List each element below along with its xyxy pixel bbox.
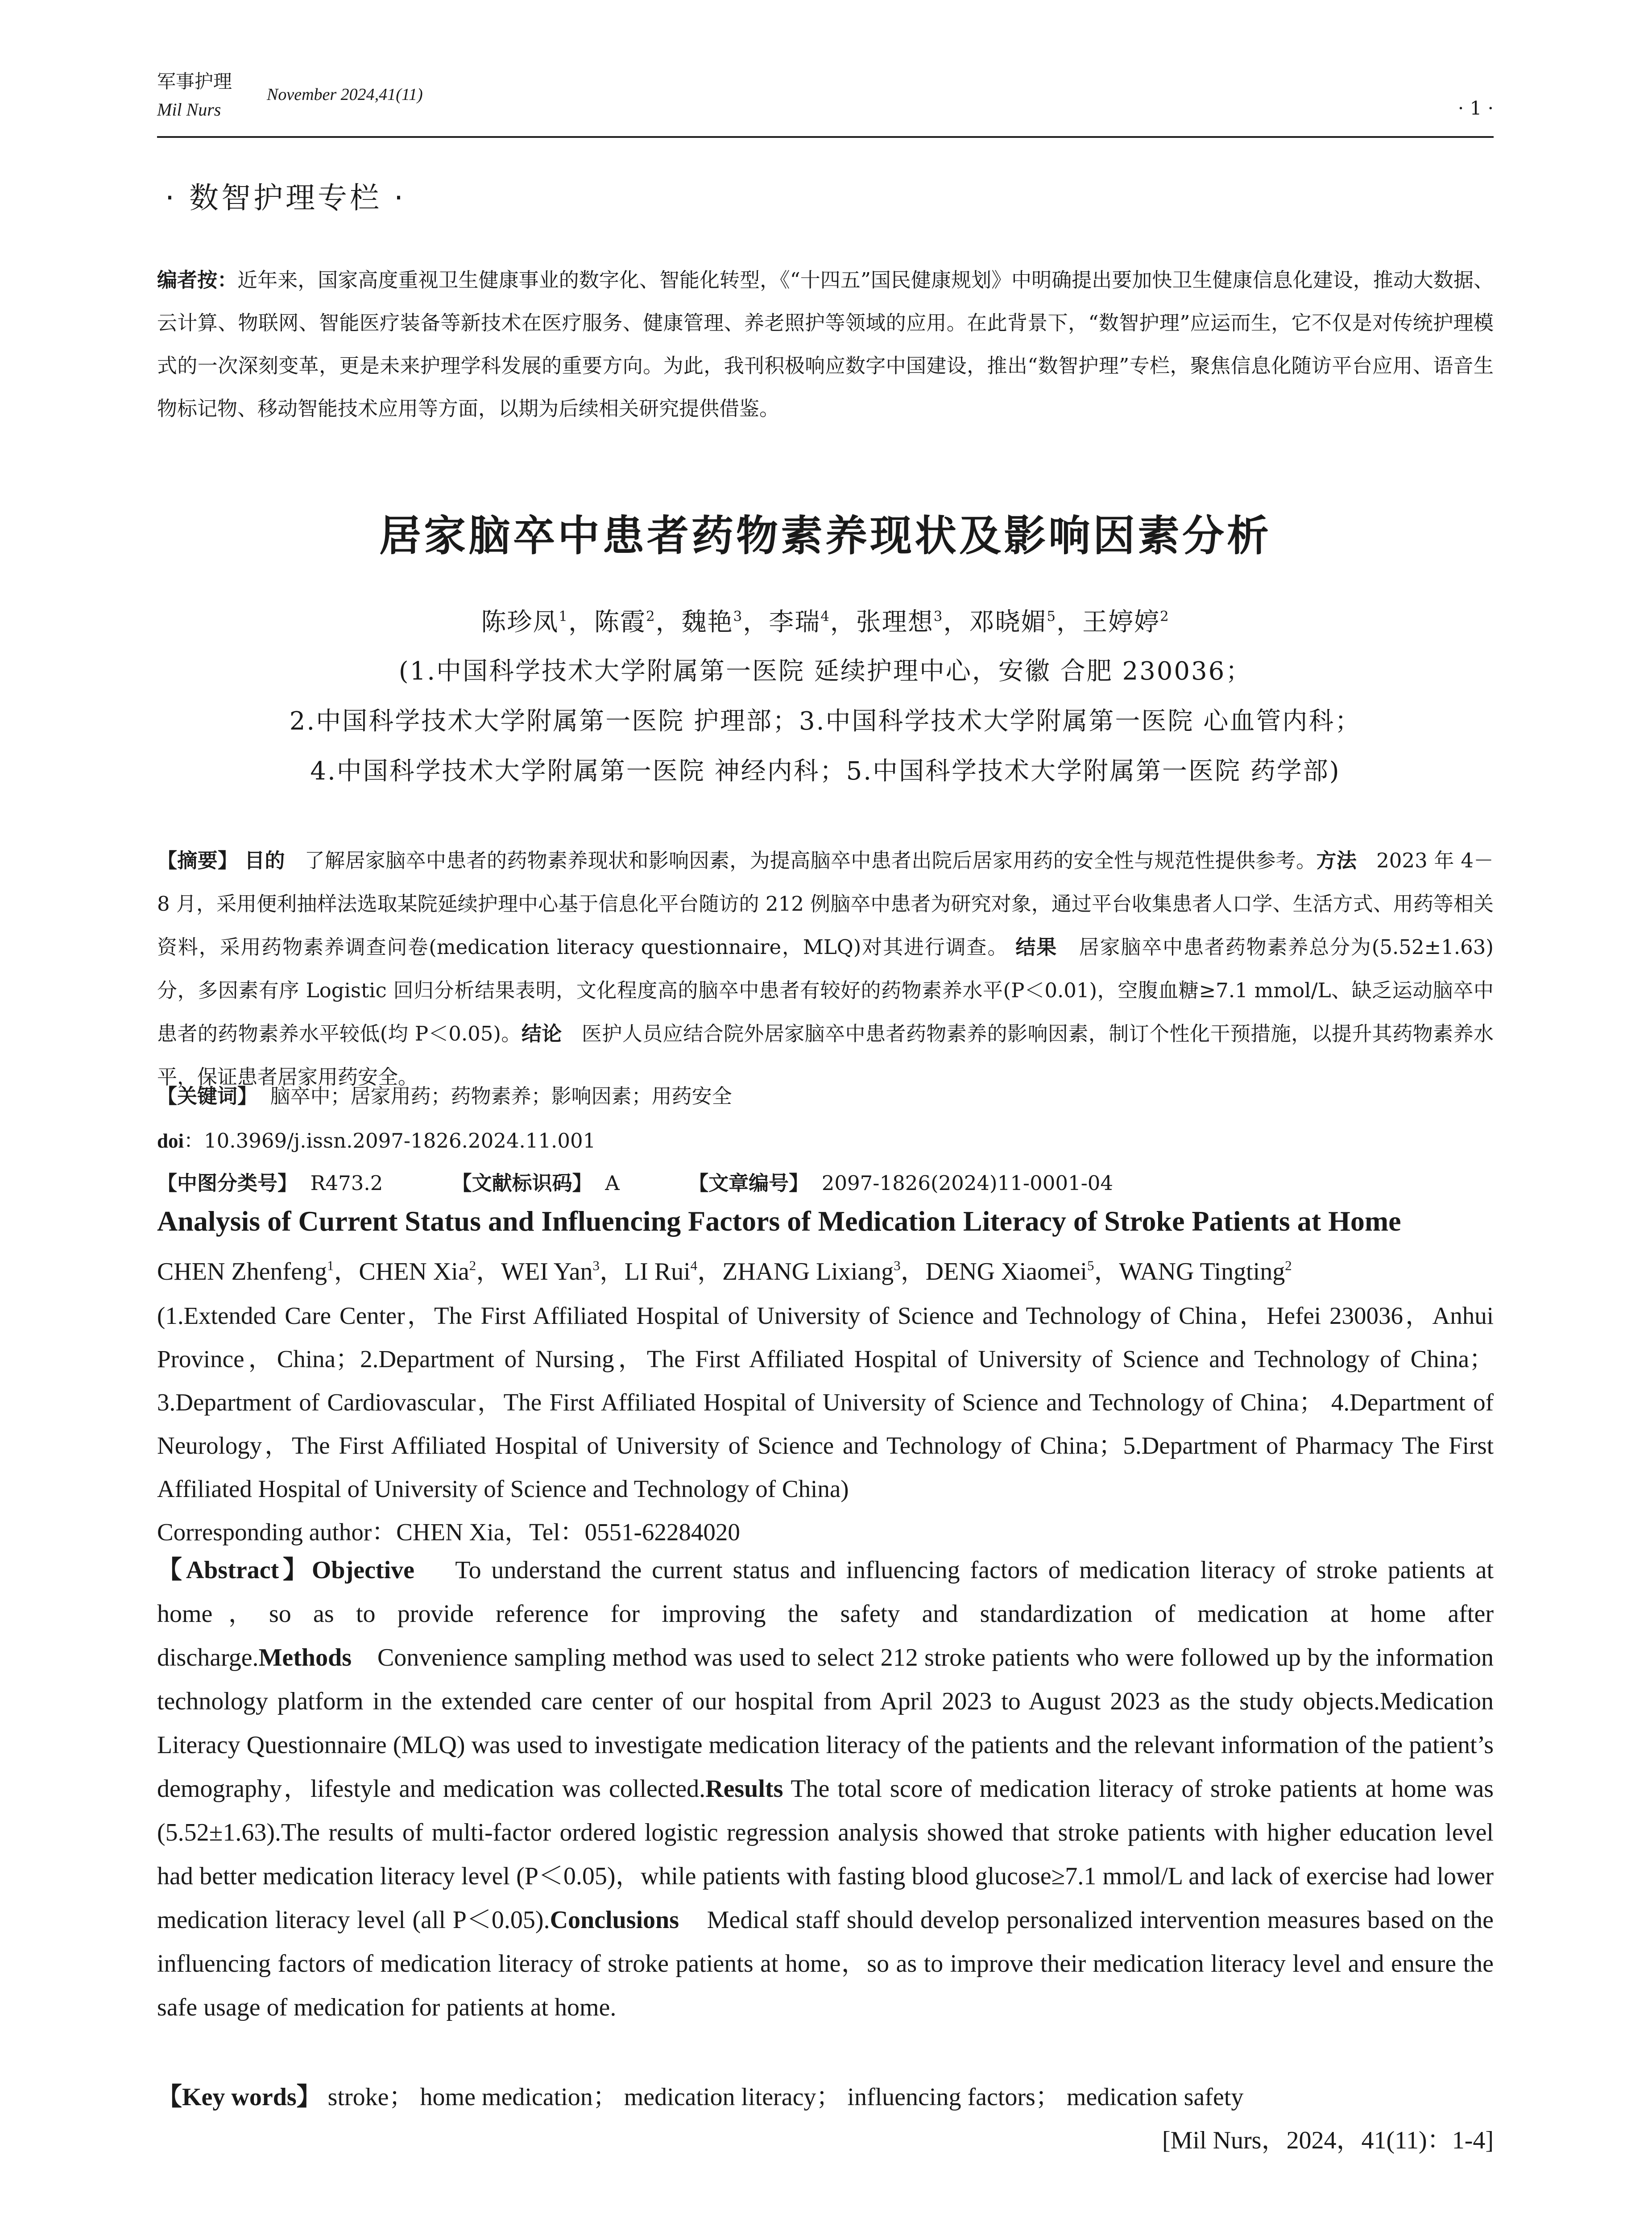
objective-text-en: To understand the current status and influencing factors of medication literacy of stroke patients at home，so as to provide reference for improving the safety and standardization of medication at home after discharge.	[157, 1556, 1494, 1671]
article-no-value: 2097-1826(2024)11-0001-04	[821, 1171, 1114, 1195]
conclusion-label-cn: 结论	[521, 1022, 562, 1045]
journal-name-cn: 军事护理	[157, 70, 232, 92]
header-rule	[157, 136, 1494, 138]
editor-note-text: 近年来，国家高度重视卫生健康事业的数字化、智能化转型，《“十四五”国民健康规划》中明确提出要加快卫生健康信息化建设，推动大数据、云计算、物联网、智能医疗装备等新技术在医疗服务、健康管理、养老照护等领域的应用。在此背景下，“数智护理”应运而生，它不仅是对传统护理模式的一次深刻变革，更是未来护理学科发展的重要方向。为此，我刊积极响应数字中国建设，推出“数智护理”专栏，聚焦信息化随访平台应用、语音生物标记物、移动智能技术应用等方面，以期为后续相关研究提供借鉴。	[157, 268, 1494, 420]
doc-code-label: 【文献标识码】	[451, 1171, 592, 1195]
methods-label-cn: 方法	[1316, 849, 1357, 872]
author-cn: 张理想$^3$	[856, 608, 944, 637]
objective-label-cn: 目的	[244, 849, 285, 872]
author-cn: 邓晓媚$^5$	[969, 608, 1057, 637]
author-cn: 陈霞$^2$	[594, 608, 656, 637]
author-en: WANG Tingting$^2$	[1119, 1258, 1292, 1286]
keywords-cn	[157, 1080, 732, 1109]
doi-label: doi	[157, 1130, 184, 1152]
author-cn: 李瑞$^4$	[769, 608, 830, 637]
authors-cn: 陈珍凤$^1$，陈霞$^2$，魏艳$^3$，李瑞$^4$，张理想$^3$，邓晓媚$^5$，王婷婷$^2$	[481, 608, 1170, 637]
clc-value: R473.2	[310, 1171, 383, 1195]
doc-code-value: A	[605, 1171, 620, 1195]
classification-line	[157, 1167, 1176, 1196]
article-title-en: Analysis of Current Status and Influencing Factors of Medication Literacy of Stroke Patients at Home	[157, 1205, 1401, 1237]
results-label-en: Results	[705, 1775, 783, 1803]
author-en: CHEN Zhenfeng$^1$	[157, 1258, 334, 1286]
doi-text: ：10.3969/j.issn.2097-1826.2024.11.001	[184, 1129, 596, 1153]
author-cn: 王婷婷$^2$	[1082, 608, 1170, 637]
keywords-en-text: stroke； home medication； medication literacy； influencing factors； medication safety	[327, 2083, 1244, 2111]
keywords-cn-label: 【关键词】	[157, 1084, 258, 1108]
issue-date: November 2024,41(11)	[267, 85, 423, 104]
column-title: · 数智护理专栏 ·	[165, 181, 406, 215]
clc-label: 【中图分类号】	[157, 1171, 298, 1195]
objective-text-cn: 了解居家脑卒中患者的药物素养现状和影响因素，为提高脑卒中患者出院后居家用药的安全性与规范性提供参考。	[304, 849, 1317, 872]
methods-text-en: Convenience sampling method was used to select 212 stroke patients who were followed up by the information technology platform in the extended care center of our hospital from April 2023 to August 2023 as the study objects.Medication Literacy Questionnaire (MLQ) was used to investigate medication literacy of the patients and the relevant information of the patient’s demography，lifestyle and medication was collected.	[157, 1644, 1494, 1803]
abstract-en-label: 【Abstract】	[157, 1556, 312, 1584]
author-en: LI Rui$^4$	[624, 1258, 698, 1286]
article-no-label: 【文章编号】	[688, 1171, 809, 1195]
methods-label-en: Methods	[258, 1644, 352, 1671]
conclusions-label-en: Conclusions	[550, 1906, 679, 1934]
results-text-en: The total score of medication literacy of stroke patients at home was (5.52±1.63).The results of multi-factor ordered logistic regression analysis showed that stroke patients with higher education level had better medication literacy level (P＜0.05)，while patients with fasting blood glucose≥7.1 mmol/L and lack of exercise had lower medication literacy level (all P＜0.05).	[157, 1775, 1494, 1934]
abstract-cn-label: 【摘要】	[157, 849, 238, 872]
conclusions-text-en: Medical staff should develop personalized intervention measures based on the influencing factors of medication literacy of stroke patients at home，so as to improve their medication literacy level and ensure the safe usage of medication for patients at home.	[157, 1906, 1494, 2021]
abstract-cn	[157, 839, 1494, 1099]
results-text-cn: 居家脑卒中患者药物素养总分为(5.52±1.63)分，多因素有序 Logistic 回归分析结果表明，文化程度高的脑卒中患者有较好的药物素养水平(P＜0.01)，空腹血糖≥7.1 mmol/L、缺乏运动脑卒中患者的药物素养水平较低(均 P＜0.05)。	[157, 935, 1494, 1045]
doi	[157, 1124, 596, 1153]
editor-note-label: 编者按：	[157, 268, 238, 292]
abstract-en	[157, 1548, 1494, 2029]
page-number: · 1 ·	[1457, 97, 1494, 119]
article-title-cn: 居家脑卒中患者药物素养现状及影响因素分析	[379, 512, 1271, 560]
keywords-en-label: 【Key words】	[157, 2083, 322, 2111]
author-en: DENG Xiaomei$^5$	[925, 1258, 1094, 1286]
author-en: CHEN Xia$^2$	[359, 1258, 476, 1286]
author-cn: 陈珍凤$^1$	[481, 608, 568, 637]
citation: [Mil Nurs，2024，41(11)：1-4]	[1162, 2127, 1494, 2154]
authors-en: CHEN Zhenfeng$^1$，CHEN Xia$^2$，WEI Yan$^3$，LI Rui$^4$，ZHANG Lixiang$^3$，DENG Xiaomei$^5$，WANG Tingting$^2$	[157, 1258, 1292, 1286]
author-cn: 魏艳$^3$	[681, 608, 743, 637]
editor-note	[157, 259, 1494, 430]
journal-name-en: Mil Nurs	[157, 100, 221, 120]
affiliation-en	[157, 1294, 1494, 1554]
objective-label-en: Objective	[311, 1556, 414, 1584]
affiliation-cn-line: 2.中国科学技术大学附属第一医院 护理部；3.中国科学技术大学附属第一医院 心血管内科；	[289, 707, 1362, 736]
affiliation-en-text: (1.Extended Care Center，The First Affiliated Hospital of University of Science and Technology of China，Hefei 230036，Anhui Province，China；2.Department of Nursing，The First Affiliated Hospital of University of Science and Technology of China； 3.Department of Cardiovascular，The First Affiliated Hospital of University of Science and Technology of China； 4.Department of Neurology，The First Affiliated Hospital of University of Science and Technology of China；5.Department of Pharmacy The First Affiliated Hospital of University of Science and Technology of China)	[157, 1302, 1494, 1502]
keywords-cn-text: 脑卒中；居家用药；药物素养；影响因素；用药安全	[270, 1084, 732, 1108]
keywords-en	[157, 2077, 1494, 2113]
methods-text-cn: 2023 年 4－8 月，采用便利抽样法选取某院延续护理中心基于信息化平台随访的 212 例脑卒中患者为研究对象，通过平台收集患者人口学、生活方式、用药等相关资料，采用药物素养调查问卷(medication literacy questionnaire，MLQ)对其进行调查。	[157, 849, 1494, 959]
affiliation-cn-line: 4.中国科学技术大学附属第一医院 神经内科；5.中国科学技术大学附属第一医院 药学部)	[310, 757, 1341, 786]
corresponding-author: Corresponding author：CHEN Xia，Tel：0551-62284020	[157, 1518, 740, 1546]
author-en: ZHANG Lixiang$^3$	[722, 1258, 901, 1286]
affiliation-cn-line: (1.中国科学技术大学附属第一医院 延续护理中心，安徽 合肥 230036；	[398, 657, 1252, 686]
results-label-cn: 结果	[1015, 935, 1058, 959]
conclusion-text-cn: 医护人员应结合院外居家脑卒中患者药物素养的影响因素，制订个性化干预措施，以提升其药物素养水平，保证患者居家用药安全。	[157, 1022, 1494, 1089]
author-en: WEI Yan$^3$	[501, 1258, 600, 1286]
